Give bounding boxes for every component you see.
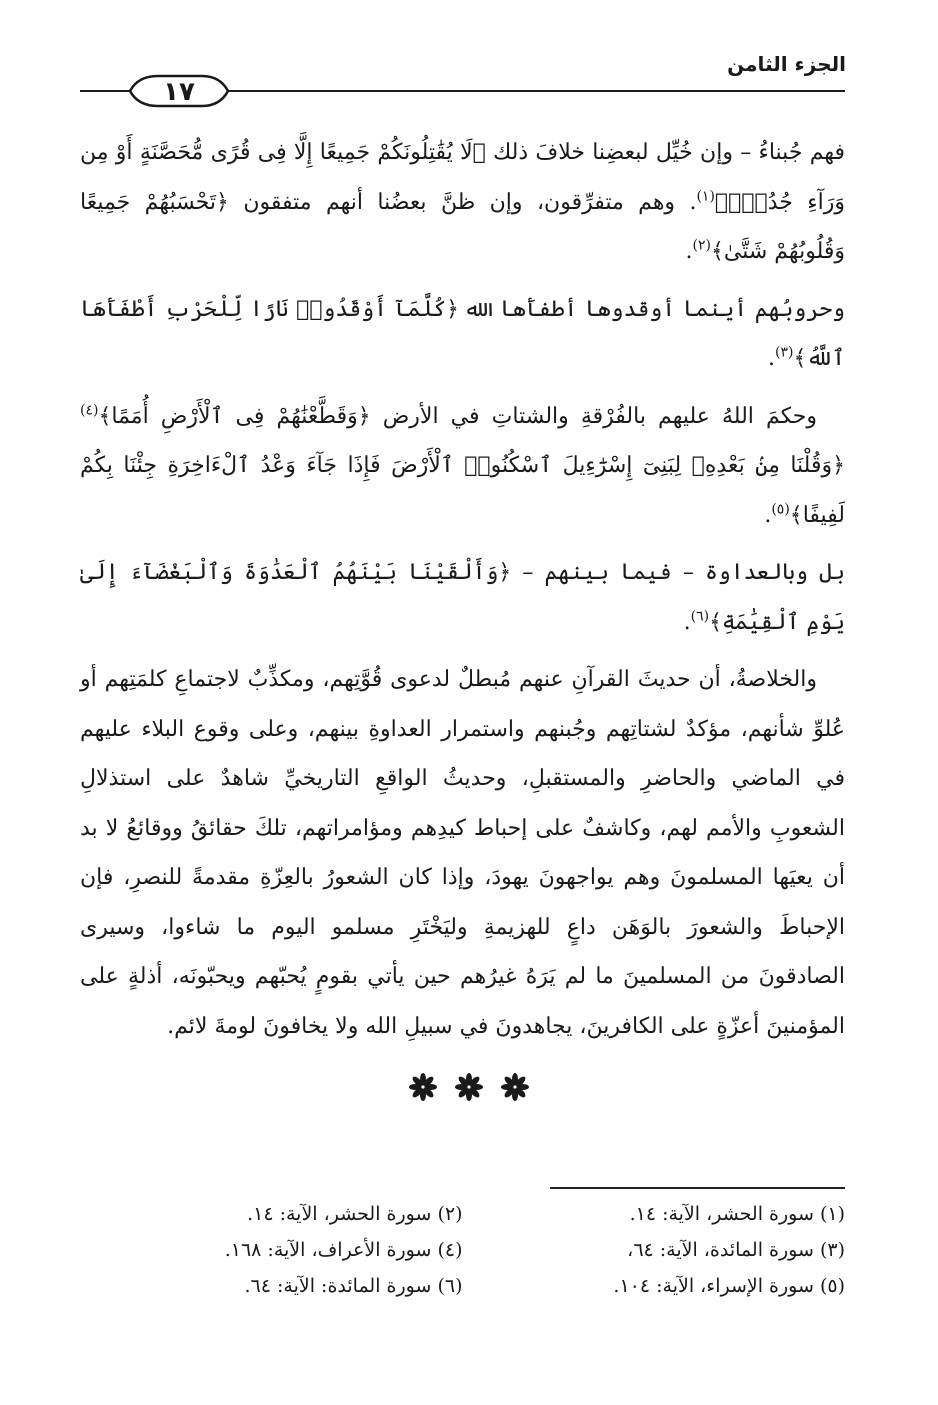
footnote-ref: (٣) bbox=[774, 344, 794, 361]
flower-ornament-icon bbox=[408, 1072, 438, 1102]
body-text bbox=[80, 128, 845, 1059]
paragraph-1 bbox=[80, 128, 845, 277]
footnote-ref: (٢) bbox=[692, 237, 711, 254]
section-ornaments bbox=[0, 1072, 938, 1102]
page-number: ١٧ bbox=[163, 77, 195, 107]
text-run: وحروبُهم أينما أوقدوها أطفأَها الله bbox=[459, 296, 845, 322]
footnote-5: (٥) سورة الإسراء، الآية: ١٠٤. bbox=[613, 1275, 845, 1297]
footnote-ref: (٦) bbox=[690, 608, 710, 625]
footnote-6: (٦) سورة المائدة: الآية: ٦٤. bbox=[244, 1275, 463, 1297]
text-run: . bbox=[685, 239, 693, 264]
paragraph-4 bbox=[80, 548, 845, 647]
footnote-rule bbox=[550, 1187, 845, 1189]
running-title: الجزء الثامن bbox=[727, 52, 846, 76]
text-run: . bbox=[767, 346, 775, 371]
quran-quote: ﴿كُلَّمَآ أَوْقَدُوا۟ نَارًا لِّلْحَرْبِ أَطْفَأَهَا ٱللَّهُ﴾ bbox=[80, 296, 845, 371]
footnote-1: (١) سورة الحشر، الآية: ١٤. bbox=[629, 1203, 845, 1225]
text-run: وحكمَ اللهُ عليهم بالفُرْقةِ والشتاتِ في الأرض bbox=[370, 403, 817, 429]
quran-quote: ﴿وَأَلْقَيْنَا بَيْنَهُمُ ٱلْعَدَٰوَةَ وَٱلْبَغْضَآءَ إِلَىٰ يَوْمِ ٱلْقِيَٰمَةِ﴾ bbox=[80, 560, 845, 635]
footnote-ref: (١) bbox=[696, 188, 715, 205]
text-run: . وهم متفرِّقون، وإن ظنَّ بعضُنا أنهم متفقون bbox=[228, 189, 697, 215]
quran-quote: ﴿تَحْسَبُهُمْ جَمِيعًا وَقُلُوبُهُمْ شَتَّىٰ﴾ bbox=[80, 189, 845, 264]
flower-ornament-icon bbox=[500, 1072, 530, 1102]
paragraph-2 bbox=[80, 285, 845, 384]
text-run: . bbox=[764, 502, 772, 528]
quran-quote: ﴿لَا يُقَٰتِلُونَكُمْ جَمِيعًا إِلَّا فِى قُرًى مُّحَصَّنَةٍ أَوْ مِن وَرَآءِ جُدُرٍۭ﴾ bbox=[80, 140, 845, 215]
paragraph-5: والخلاصةُ، أن حديثَ القرآنِ عنهم مُبطلٌ لدعوى قُوَّتِهم، ومكذِّبٌ لاجتماعِ كلمَتِهم أو عُلوِّ شأنهم، مؤكدٌ لشتاتِهم وجُبنهم واستمرار العداوةِ بينهم، وعلى وقوع البلاء عليهم في الماضي والحاضرِ والمستقبلِ، وحديثُ الواقعِ التاريخيِّ شاهدٌ على استذلالِ الشعوبِ والأمم لهم، وكاشفٌ على إحباط كيدِهم ومؤامراتهم، تلكَ حقائقُ ووقائعُ لا بد أن يعيَها المسلمونَ وهم يواجهونَ يهودَ، وإذا كان الشعورُ بالعِزّةِ مقدمةً للنصرِ، فإن الإحباطَ والشعورَ بالوَهَن داعٍ للهزيمةِ وليَخْتَرِ مسلمو اليوم ما شاءوا، وسيرى الصادقونَ من المسلمينَ ما لم يَرَهُ غيرُهم حين يأتي بقومٍ يُحبّهم ويحبّونَه، أذلةٍ على المؤمنينَ أعزّةٍ على الكافرينَ، يجاهدونَ في سبيلِ الله ولا يخافونَ لومةَ لائم. bbox=[80, 667, 845, 1039]
quran-quote: ﴿وَقُلْنَا مِنۢ بَعْدِهِۦ لِبَنِىٓ إِسْرَٰٓءِيلَ ٱسْكُنُوا۟ ٱلْأَرْضَ فَإِذَا جَآءَ وَعْدُ ٱلْءَاخِرَةِ جِئْنَا بِكُمْ لَفِيفًا﴾ bbox=[80, 453, 845, 528]
footnotes bbox=[80, 1203, 845, 1297]
text-run: . bbox=[683, 609, 691, 635]
page-number-badge bbox=[138, 75, 220, 109]
quran-quote: ﴿وَقَطَّعْنَٰهُمْ فِى ٱلْأَرْضِ أُمَمًا﴾ bbox=[98, 403, 371, 429]
footnote-4: (٤) سورة الأعراف، الآية: ١٦٨. bbox=[224, 1239, 463, 1261]
text-run: بل وبالعداوة – فيما بينهم – bbox=[511, 560, 845, 585]
flower-ornament-icon bbox=[454, 1072, 484, 1102]
paragraph-3 bbox=[80, 392, 845, 541]
footnote-ref: (٥) bbox=[771, 501, 790, 518]
text-run: فهم جُبناءُ – وإن خُيِّل لبعضِنا خلافَ ذلك bbox=[485, 140, 845, 165]
footnote-2: (٢) سورة الحشر، الآية: ١٤. bbox=[247, 1203, 463, 1225]
footnote-ref: (٤) bbox=[80, 402, 99, 419]
footnote-3: (٣) سورة المائدة، الآية: ٦٤، bbox=[627, 1239, 845, 1261]
